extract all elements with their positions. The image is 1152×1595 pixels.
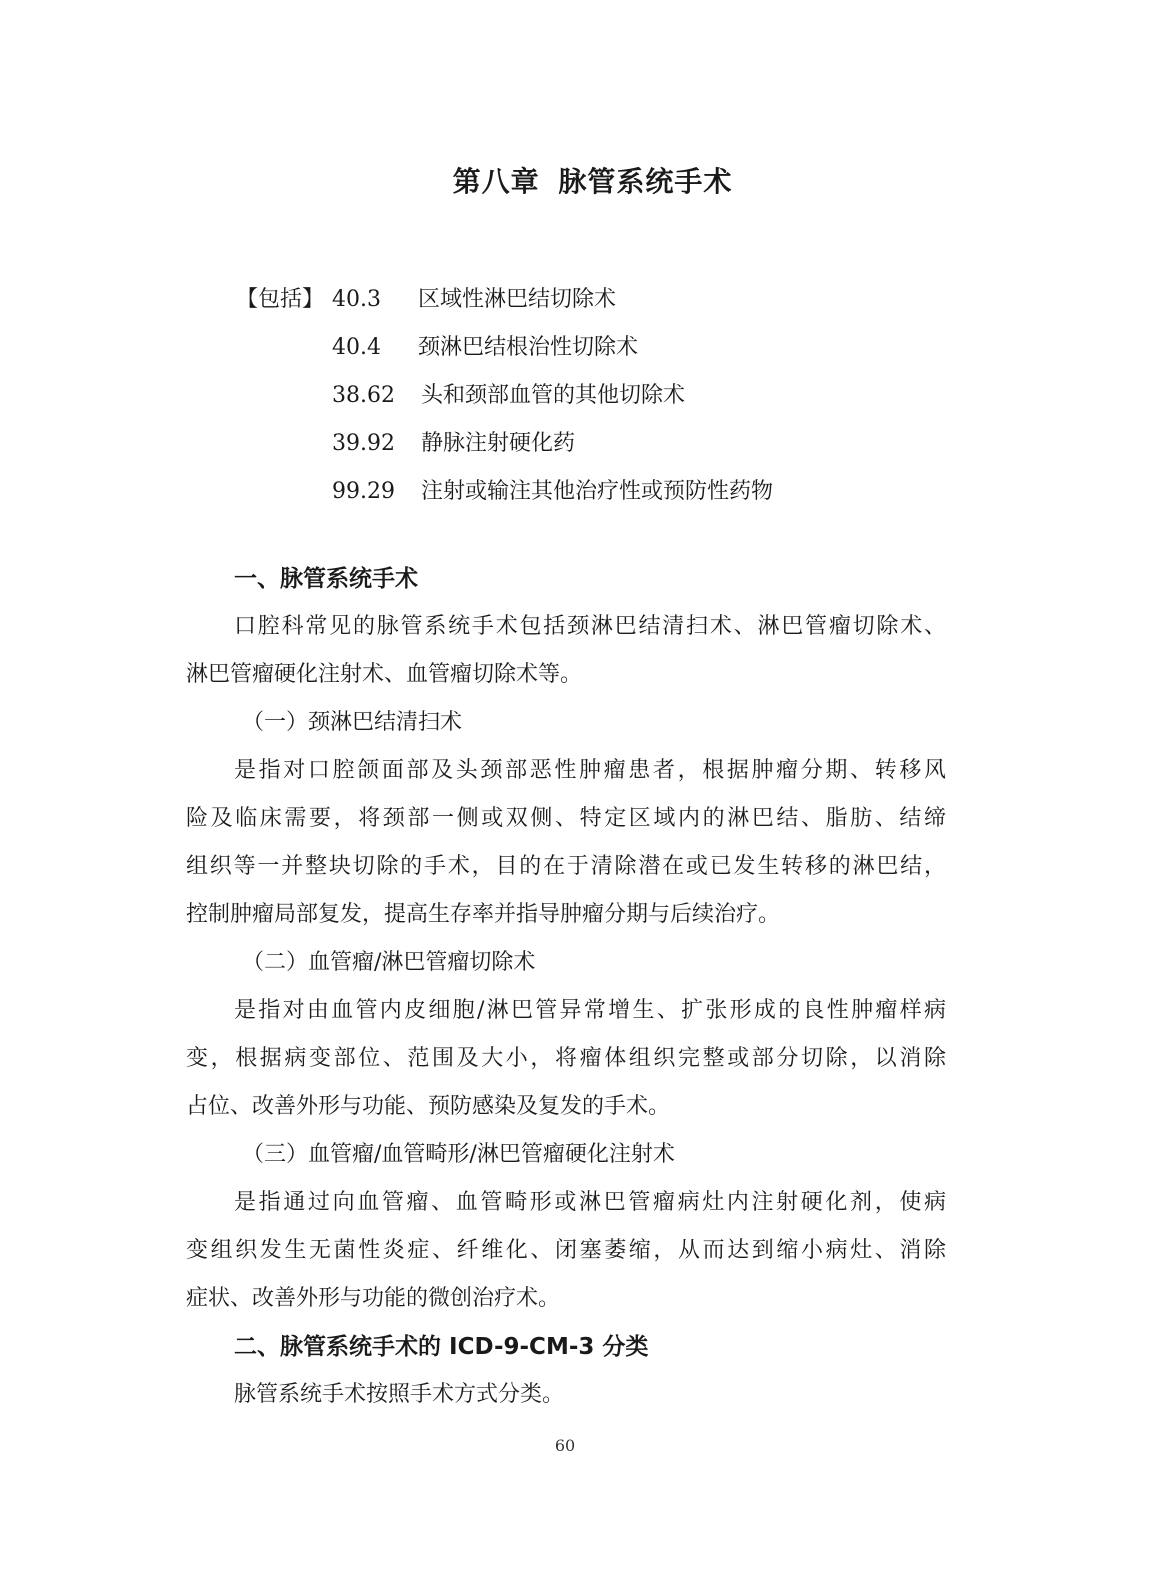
paragraph-line: 淋巴管瘤硬化注射术、血管瘤切除术等。 — [186, 662, 583, 687]
section-heading: 一、脉管系统手术 — [234, 566, 418, 592]
include-code: 40.4 — [332, 335, 381, 360]
paragraph-line: 变组织发生无菌性炎症、纤维化、闭塞萎缩，从而达到缩小病灶、消除 — [186, 1238, 946, 1263]
paragraph-line: 是指通过向血管瘤、血管畸形或淋巴管瘤病灶内注射硬化剂，使病 — [234, 1190, 946, 1215]
subsection-heading: （三）血管瘤/血管畸形/淋巴管瘤硬化注射术 — [242, 1142, 675, 1167]
chapter-title: 第八章 脉管系统手术 — [452, 165, 733, 198]
paragraph-line: 是指对口腔颌面部及头颈部恶性肿瘤患者，根据肿瘤分期、转移风 — [234, 758, 946, 783]
paragraph-line: 口腔科常见的脉管系统手术包括颈淋巴结清扫术、淋巴管瘤切除术、 — [234, 614, 946, 639]
subsection-heading: （二）血管瘤/淋巴管瘤切除术 — [242, 950, 536, 975]
paragraph-line: 是指对由血管内皮细胞/淋巴管异常增生、扩张形成的良性肿瘤样病 — [234, 998, 946, 1023]
subsection-heading: （一）颈淋巴结清扫术 — [242, 710, 463, 735]
include-code: 99.29 — [332, 479, 395, 504]
include-code: 40.3 — [332, 287, 381, 312]
include-name: 头和颈部血管的其他切除术 — [420, 383, 685, 408]
page-number: 60 — [554, 1436, 576, 1455]
paragraph-line: 占位、改善外形与功能、预防感染及复发的手术。 — [186, 1094, 671, 1119]
includes-list — [236, 280, 773, 520]
paragraph-line: 险及临床需要，将颈部一侧或双侧、特定区域内的淋巴结、脂肪、结缔 — [186, 806, 946, 831]
paragraph-line: 脉管系统手术按照手术方式分类。 — [234, 1382, 565, 1407]
include-code: 39.92 — [332, 431, 395, 456]
paragraph-line: 症状、改善外形与功能的微创治疗术。 — [186, 1286, 561, 1311]
paragraph-line: 变，根据病变部位、范围及大小，将瘤体组织完整或部分切除，以消除 — [186, 1046, 946, 1071]
include-name: 注射或输注其他治疗性或预防性药物 — [420, 479, 773, 504]
include-name: 区域性淋巴结切除术 — [418, 287, 617, 312]
include-name: 静脉注射硬化药 — [420, 431, 575, 456]
include-code: 38.62 — [332, 383, 395, 408]
body-text — [186, 555, 946, 1419]
section-heading: 二、脉管系统手术的 ICD-9-CM-3 分类 — [234, 1334, 649, 1360]
includes-label: 【包括】 — [236, 287, 325, 312]
include-item — [236, 472, 773, 520]
paragraph-line: 控制肿瘤局部复发，提高生存率并指导肿瘤分期与后续治疗。 — [186, 902, 781, 927]
include-item — [236, 280, 773, 328]
include-item — [236, 424, 773, 472]
include-item — [236, 376, 773, 424]
include-item — [236, 328, 773, 376]
include-name: 颈淋巴结根治性切除术 — [418, 335, 639, 360]
paragraph-line: 组织等一并整块切除的手术，目的在于清除潜在或已发生转移的淋巴结， — [186, 854, 946, 879]
